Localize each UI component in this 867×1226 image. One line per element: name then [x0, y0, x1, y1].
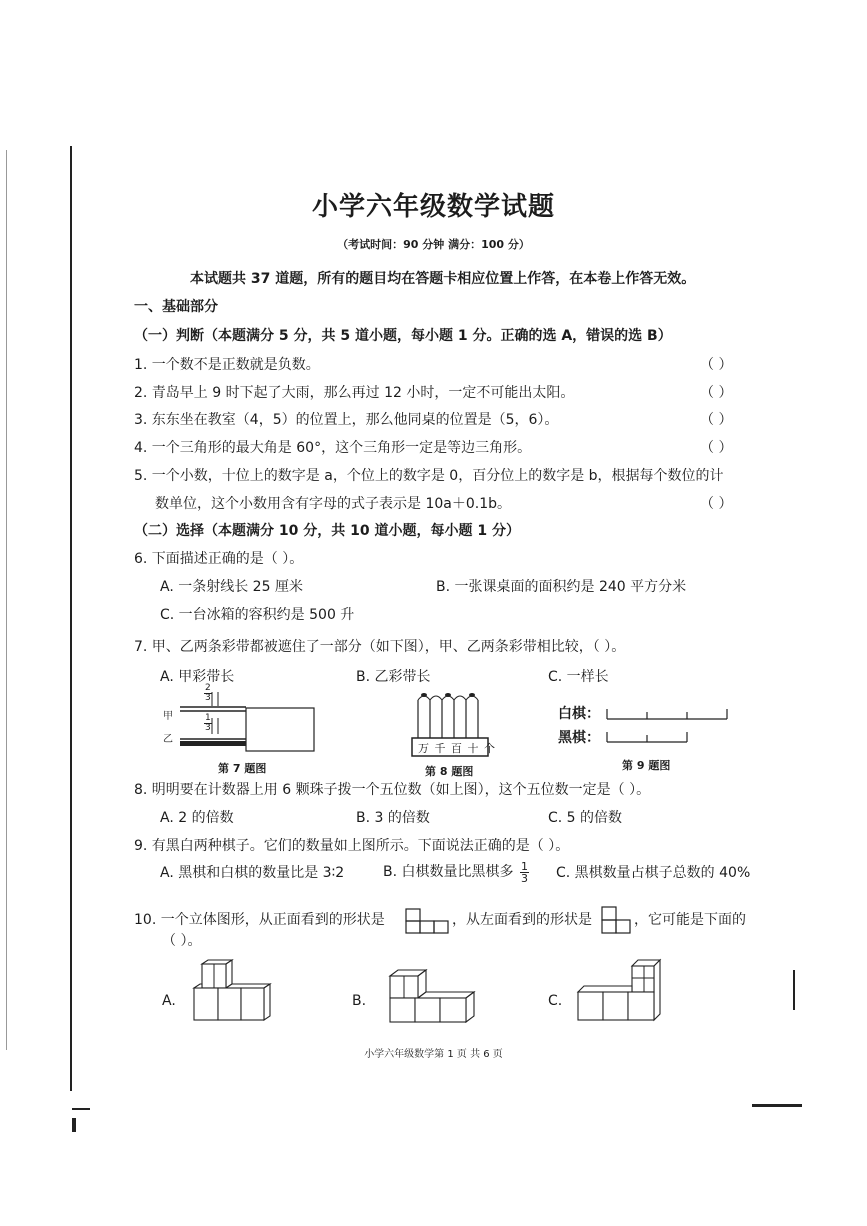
q8-option-c: C. 5 的倍数: [548, 810, 623, 826]
ribbon-jia-fraction: $\frac{2}{3}$: [205, 683, 211, 703]
figure-9: [605, 702, 731, 744]
q10-option-b-figure: [386, 966, 478, 1026]
q1-answer-paren: （ ）: [700, 357, 733, 373]
part1-title: （一）判断（本题满分 5 分，共 5 道小题，每小题 1 分。正确的选 A，错误的选 B）: [134, 328, 672, 344]
left-view-grid: [600, 905, 632, 935]
figure-8: [408, 690, 496, 760]
q3-answer-paren: （ ）: [700, 412, 733, 428]
q10-answer-paren: （ ）。: [162, 933, 202, 949]
left-view-shape: [600, 905, 632, 935]
exam-time-note: （考试时间：90 分钟 满分：100 分）: [337, 238, 530, 251]
q2-text: 2. 青岛早上 9 时下起了大雨，那么再过 12 小时，一定不可能出太阳。: [134, 385, 575, 401]
scan-mark-bottom-right: [752, 1104, 802, 1107]
q9-stem: 9. 有黑白两种棋子。它们的数量如上图所示。下面说法正确的是（ ）。: [134, 838, 570, 854]
white-chess-label: 白棋：: [558, 706, 600, 722]
q9-option-c: C. 黑棋数量占棋子总数的 40%: [556, 865, 751, 881]
scan-border-left: [70, 146, 72, 1091]
q2-answer-paren: （ ）: [700, 385, 733, 401]
instruction-text: 本试题共 37 道题，所有的题目均在答题卡相应位置上作答，在本卷上作答无效。: [190, 271, 696, 287]
q6-option-a: A. 一条射线长 25 厘米: [160, 579, 303, 595]
q10-option-c-label: C.: [548, 993, 563, 1009]
scan-mark-bottom-left-2: [72, 1118, 76, 1132]
front-view-grid: [404, 907, 450, 935]
q10-option-a-figure: [190, 958, 274, 1024]
q10-option-b-label: B.: [352, 993, 367, 1009]
q7-option-c: C. 一样长: [548, 669, 609, 685]
ribbon-yi-label: 乙: [163, 734, 173, 745]
figure-8-caption: 第 8 题图: [425, 765, 474, 778]
q6-stem: 6. 下面描述正确的是（ ）。: [134, 551, 304, 567]
scan-mark-bottom-left: [72, 1108, 90, 1110]
q9-option-b: [383, 857, 531, 887]
front-view-shape: [404, 907, 450, 935]
q9-option-b-text: B. 白棋数量比黑棋多: [383, 864, 514, 880]
q10-stem-front: 10. 一个立体图形，从正面看到的形状是: [134, 912, 385, 928]
q8-option-a: A. 2 的倍数: [160, 810, 234, 826]
q10-option-a-label: A.: [162, 993, 176, 1009]
q6-option-c: C. 一台冰箱的容积约是 500 升: [160, 607, 355, 623]
q8-option-b: B. 3 的倍数: [356, 810, 430, 826]
q9-option-a: A. 黑棋和白棋的数量比是 3∶2: [160, 865, 345, 881]
q5-text-cont: 数单位，这个小数用含有字母的式子表示是 10a＋0.1b。: [155, 496, 511, 512]
q4-answer-paren: （ ）: [700, 440, 733, 456]
q7-option-b: B. 乙彩带长: [356, 669, 431, 685]
q7-option-a: A. 甲彩带长: [160, 669, 235, 685]
scan-border-left-outer: [6, 150, 7, 1050]
black-chess-label: 黑棋：: [558, 730, 600, 746]
chess-bar-diagram: [605, 702, 731, 744]
ribbon-jia-label: 甲: [163, 711, 173, 722]
ribbon-yi-fraction: $\frac{1}{3}$: [205, 713, 211, 733]
scan-border-right: [793, 970, 795, 1010]
q10-stem-left: ，从左面看到的形状是: [452, 912, 592, 928]
q5-text: 5. 一个小数，十位上的数字是 a，个位上的数字是 0，百分位上的数字是 b，根据每个数位的计: [134, 468, 724, 484]
page-title: 小学六年级数学试题: [311, 192, 555, 222]
figure-7: [160, 683, 320, 754]
section-title: 一、基础部分: [134, 299, 218, 315]
q9-option-b-fraction: $\frac{1}{3}$: [520, 859, 528, 885]
cube-stack-a: [190, 958, 274, 1024]
q10-option-c-figure: [574, 958, 664, 1026]
figure-7-caption: 第 7 题图: [218, 762, 267, 775]
cube-stack-b: [386, 966, 478, 1026]
q10-stem-tail: ，它可能是下面的: [634, 912, 746, 928]
figure-9-caption: 第 9 题图: [622, 759, 671, 772]
q8-stem: 8. 明明要在计数器上用 6 颗珠子拨一个五位数（如上图），这个五位数一定是（ ）。: [134, 782, 651, 798]
q3-text: 3. 东东坐在教室（4，5）的位置上，那么他同桌的位置是（5，6）。: [134, 412, 559, 428]
q5-answer-paren: （ ）: [700, 496, 733, 512]
q7-stem: 7. 甲、乙两条彩带都被遮住了一部分（如下图），甲、乙两条彩带相比较，（ ）。: [134, 639, 626, 655]
ribbon-diagram: [160, 688, 320, 754]
q4-text: 4. 一个三角形的最大角是 60°，这个三角形一定是等边三角形。: [134, 440, 532, 456]
cube-stack-c: [574, 958, 664, 1026]
page-footer: 小学六年级数学第 1 页 共 6 页: [364, 1049, 503, 1060]
q6-option-b: B. 一张课桌面的面积约是 240 平方分米: [436, 579, 687, 595]
abacus-place-labels: 万 千 百 十 个: [418, 742, 496, 755]
q1-text: 1. 一个数不是正数就是负数。: [134, 357, 320, 373]
part2-title: （二）选择（本题满分 10 分，共 10 道小题，每小题 1 分）: [134, 523, 520, 539]
